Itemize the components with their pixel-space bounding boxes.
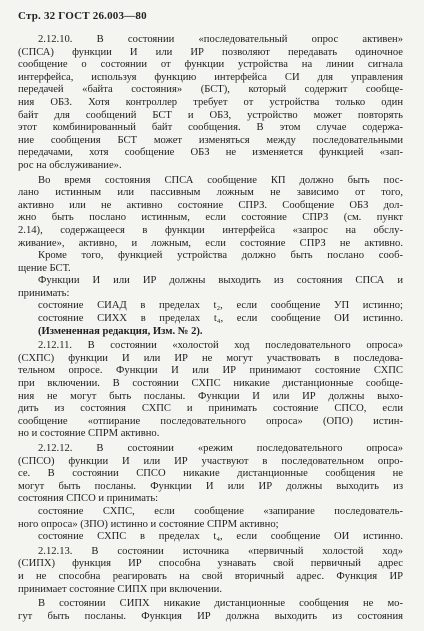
- text-line: 2.12.12. В состоянии «режим последовательного опроса»: [38, 443, 403, 454]
- document-body: [18, 34, 403, 623]
- text-line: активно или не активно состояние СПРЗ. Сообщение ОБЗ дол-: [18, 199, 403, 211]
- text-line: ния не могут быть посланы. Функции И или ИР должны выхо-: [18, 390, 403, 402]
- text-line: 2.12.10. В состоянии «последовательный опрос активен»: [38, 34, 403, 45]
- text-line: гут быть посланы. Функция ИР должна выходить из состояния: [18, 610, 403, 622]
- text-line: се. В состоянии СПСО никакие дистанционные сообщения не: [18, 468, 403, 480]
- text-line: состояние СХПС в пределах t₄, если сообщение ОИ истинно.: [38, 531, 403, 543]
- text-line: ного опроса» (ЗПО) истинно и состояние СПРМ активно;: [18, 518, 279, 530]
- text-line: тельном опросе. Функции И или ИР принимают состояние СХПС: [18, 365, 403, 377]
- text-line: ния ОБЗ. Хотя контроллер требует от устройства только один: [18, 96, 403, 108]
- text-line: принимает состояние СИПХ при включении.: [18, 583, 222, 595]
- text-line: сообщение о состоянии от функции устройства на линии сигнала: [18, 59, 403, 71]
- text-line: и не способна реагировать на свой вторичный адрес. Функция ИР: [18, 570, 403, 582]
- text-line: рос на обслуживание».: [18, 159, 122, 171]
- text-line: состояние СХПС, если сообщение «запирание последователь-: [38, 505, 403, 517]
- text-line: жно быть послано истинным, если состояние СПРЗ (см. пункт: [18, 212, 403, 224]
- text-line: ние сообщения БСТ может изменяться между последовательными: [18, 134, 403, 146]
- text-line: 2.14), содержащееся в функции интерфейса «запрос на обслу-: [18, 224, 403, 236]
- text-line: живание», активно, и ложным, если состояние СПРЗ не активно.: [18, 237, 403, 249]
- text-line: (СИПХ) функция ИР способна узнавать свой первичный адрес: [18, 558, 403, 570]
- page-header: Стр. 32 ГОСТ 26.003—80: [18, 10, 147, 22]
- text-line: В состоянии СИПХ никакие дистанционные сообщения не мо-: [38, 598, 403, 610]
- text-line: состояние СИАД в пределах t₂, если сообщение УП истинно;: [38, 300, 403, 312]
- text-line: (СХПС) функции И или ИР не могут участвовать в последова-: [18, 352, 403, 364]
- text-line: щение БСТ.: [18, 262, 71, 274]
- text-line: состояние СИХХ в пределах t₄, если сообщение ОИ истинно.: [38, 313, 403, 325]
- text-line: при включении. В состоянии СХПС никакие дистанционные сообще-: [18, 378, 403, 390]
- text-line: Во время состояния СПСА сообщение КП должно быть пос-: [38, 174, 403, 186]
- text-line: но и состояние СПРМ активно.: [18, 428, 160, 440]
- text-line: лано истинным или пассивным ложным не зависимо от того,: [18, 187, 403, 199]
- text-line: 2.12.11. В состоянии «холостой ход последовательного опроса»: [38, 340, 403, 352]
- text-line: могут быть посланы. Функции И или ИР должны выходить из: [18, 480, 403, 492]
- text-line: (СПСО) функции И или ИР участвуют в последовательном опро-: [18, 455, 403, 467]
- text-line: (СПСА) функции И или ИР позволяют передавать одиночное: [18, 46, 403, 58]
- text-line: дить из состояния СХПС и принимать состояние СПСО, если: [18, 403, 403, 415]
- text-line: байт для сообщений БСТ и ОБЗ, устройство может повторять: [18, 109, 403, 121]
- text-line: интерфейса, используя функцию интерфейса СИ для управления: [18, 71, 403, 83]
- text-line: состояния СПСО и принимать:: [18, 493, 159, 505]
- text-line: этот комбинированный байт сообщения. В этом случае содержа-: [18, 122, 403, 134]
- text-line: принимать:: [18, 287, 70, 299]
- text-line: Функции И или ИР должны выходить из состояния СПСА и: [38, 275, 403, 287]
- text-line: передачами, хотя сообщение ОБЗ не изменяется функцией «зап-: [18, 147, 403, 159]
- text-line: 2.12.13. В состоянии источника «первичный холостой ход»: [38, 545, 403, 557]
- amendment-note: (Измененная редакция, Изм. № 2).: [38, 325, 203, 337]
- text-line: сообщение «отпирание последовательного опроса» (ОПО) истин-: [18, 415, 403, 427]
- text-line: Кроме того, функцией устройства должно быть послано сооб-: [38, 250, 403, 262]
- text-line: передачей «байта состояния» (БСТ), который содержит сообще-: [18, 84, 403, 96]
